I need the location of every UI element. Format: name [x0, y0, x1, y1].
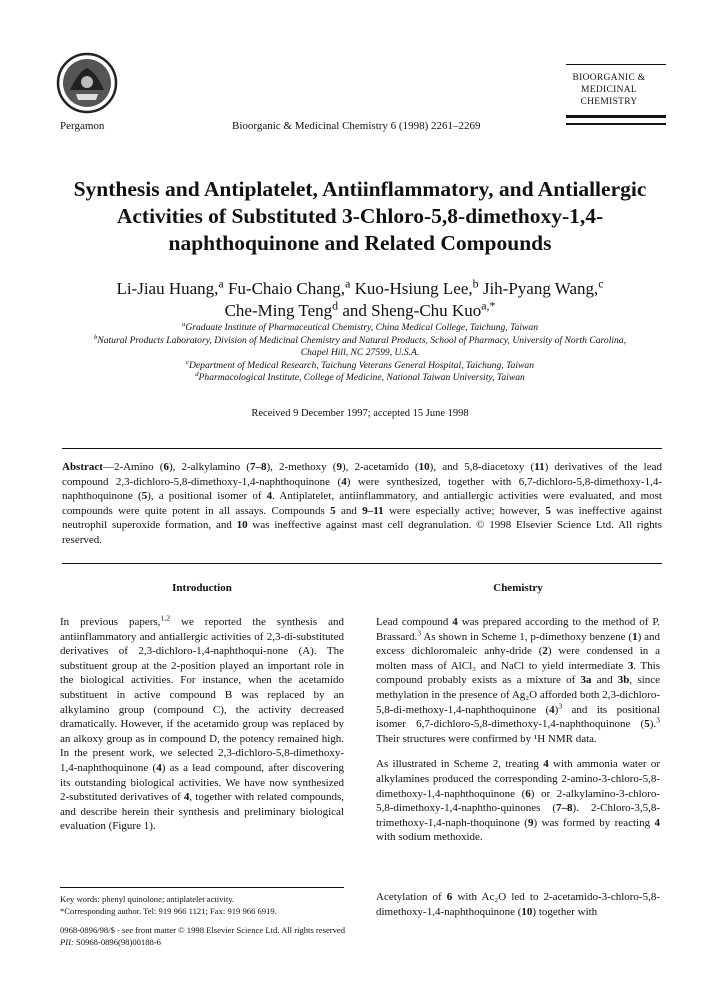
journal-name-line: CHEMISTRY	[580, 97, 638, 107]
journal-name-line: MEDICINAL	[581, 85, 637, 95]
compound-number: 4	[654, 816, 660, 829]
text-run: . This compound probably exists as a mixture of	[376, 659, 660, 687]
author-name: Kuo-Hsiung Lee,	[350, 279, 473, 298]
pii-value: S0968-0896(98)00188-6	[73, 936, 161, 947]
citation-mark: 3	[417, 627, 422, 637]
compound-number: 6	[525, 787, 531, 800]
author-mark: a	[218, 276, 224, 291]
text-run: ), 2-methoxy (	[266, 461, 337, 473]
text-run: were especially active; however,	[383, 504, 546, 517]
compound-number: 4	[341, 475, 347, 488]
abstract-bottom-rule	[62, 563, 662, 564]
pii-line	[60, 937, 560, 949]
journal-reference: Bioorganic & Medicinal Chemistry 6 (1998) 2261–2269	[232, 120, 481, 132]
author-name: Li-Jiau Huang,	[116, 279, 219, 298]
compound-number: 4	[183, 791, 190, 804]
compound-number: 5	[330, 504, 336, 517]
affiliation-mark: c	[186, 358, 189, 366]
compound-number: 3a	[580, 674, 592, 687]
text-run: we reported the synthesis and antiinflammatory and antiallergic activities of 2,3-di-substituted derivatives of 2,3-dichloro-1,4-naphthoqui-none (A). The substituent group at the 2-position played an important role in the biological activities. For instance, when the acetamido substituent in active compound B was replaced by an alkylamino group (compound C), the activity decreased dramatically. However, if the acetamido group was replaced by an alkoxy group as in compound D, the potency remained high. In the present work, we selected 2,3-dichloro-5,8-dimethoxy-1,4-naphthoquinone (	[60, 616, 344, 774]
affiliation	[40, 372, 680, 385]
text-run: —2-Amino (	[102, 461, 164, 473]
compound-number: 1	[632, 630, 638, 643]
author-mark: a,*	[481, 298, 496, 313]
pii-label: PII:	[60, 936, 74, 947]
chem-paragraph-continued	[376, 890, 660, 919]
compound-number: 4	[156, 761, 162, 774]
affiliation	[40, 322, 680, 335]
header-rule	[566, 64, 666, 65]
compound-number: 9	[336, 461, 342, 473]
text-run: was prepared according to the method of P. Brassard.	[376, 616, 660, 643]
title-line: Synthesis and Antiplatelet, Antiinflammatory, and Antiallergic	[73, 177, 647, 201]
text-run: As illustrated in Scheme 2, treating	[376, 758, 544, 771]
compound-number: 4	[543, 758, 549, 771]
affiliation-text: Natural Products Laboratory, Division of Medicinal Chemistry and Natural Products, School of Pharmacy, University of North Carolina,	[97, 334, 627, 346]
text-run: Acetylation of	[376, 891, 447, 903]
section-heading-chemistry: Chemistry	[493, 582, 543, 594]
journal-name-line: BIOORGANIC &	[572, 73, 646, 83]
author-name: Jih-Pyang Wang,	[478, 279, 599, 298]
affiliation-text: Graduate Institute of Pharmaceutical Chemistry, China Medical College, Taichung, Taiwan	[185, 322, 538, 333]
text-run: ) derivatives of the lead compound 2,3-dichloro-5,8-dimethoxy-1,4-naphthoquinone (	[62, 461, 662, 488]
abstract-label: Abstract	[62, 461, 103, 473]
affiliation-mark: d	[195, 371, 199, 379]
compound-number: 10	[418, 461, 430, 473]
text-run: ), 2-acetamido (	[341, 461, 419, 473]
text-run: ) was formed by reacting	[533, 816, 655, 829]
text-run: ) together with	[532, 905, 598, 918]
compound-number: 3	[627, 659, 634, 672]
affiliations	[40, 322, 680, 385]
text-run: , together with related compounds, and describe herein their synthesis and preliminary biological evaluation (Figure 1).	[60, 791, 344, 833]
compound-number: 10	[521, 905, 533, 918]
text-run: ). 2-Chloro-3,5,8-trimethoxy-1,4-naph-thoquinone (	[376, 802, 660, 829]
affiliation-text: Pharmacological Institute, College of Medicine, National Taiwan University, Taiwan	[198, 372, 525, 384]
text-run: Lead compound	[376, 616, 453, 628]
author-name: Che-Ming Teng	[224, 301, 333, 320]
text-run: ) and excess dichloromaleic anhy-dride (	[376, 630, 660, 658]
received-dates: Received 9 December 1997; accepted 15 June 1998	[251, 408, 469, 419]
affiliation-text: Chapel Hill, NC 27599, U.S.A.	[300, 347, 420, 359]
compound-number: 11	[534, 461, 545, 473]
title-line: Activities of Substituted 3-Chloro-5,8-dimethoxy-1,4-	[116, 204, 604, 228]
text-run: ) were synthesized, together with 6,7-dichloro-5,8-dimethoxy-1,4-naphthoquinone (	[62, 475, 662, 503]
text-run: ) were condensed in a molten mass of AlCl₃ and NaCl to yield intermediate	[376, 645, 660, 672]
citation-mark: 3	[558, 700, 563, 710]
author-mark: a	[345, 276, 351, 291]
chemistry-column	[376, 615, 660, 856]
text-run: was ineffective against neutrophil superoxide formation, and	[62, 504, 662, 532]
text-run: . Antiplatelet, antiinflammatory, and antiallergic activities were evaluated, and most compounds were quite potent in all assays. Compounds	[62, 490, 662, 517]
compound-number: 4	[549, 703, 555, 716]
chem-paragraph	[376, 757, 660, 845]
compound-number: 5	[644, 718, 650, 731]
header-rule-thick	[566, 123, 666, 125]
title-line: naphthoquinone and Related Compounds	[168, 231, 552, 255]
citation-mark: 3	[656, 715, 660, 725]
author-line-1	[40, 278, 680, 300]
affiliation	[40, 347, 680, 360]
text-run: with sodium methoxide.	[376, 831, 483, 844]
author-name: and Sheng-Chu Kuo	[338, 301, 482, 320]
compound-number: 6	[163, 461, 169, 473]
compound-number: 7–8	[556, 802, 573, 815]
publisher-logo-icon	[56, 52, 118, 114]
journal-name	[554, 72, 664, 108]
compound-number: 5	[545, 504, 551, 517]
text-run: and	[591, 674, 618, 687]
text-run: ), 2-alkylamino (	[168, 461, 250, 473]
abstract-top-rule	[62, 448, 662, 449]
article-title	[40, 176, 680, 257]
compound-number: 5	[141, 490, 148, 503]
author-mark: b	[472, 276, 479, 291]
footnotes	[60, 894, 360, 917]
text-run: ), and 5,8-diacetoxy (	[429, 461, 535, 473]
text-run: ).	[649, 718, 657, 731]
text-run: with Ac₂O led to 2-acetamido-3-chloro-5,8-dimethoxy-1,4-naphthoquinone (	[376, 891, 660, 918]
author-name: Fu-Chaio Chang,	[223, 279, 346, 298]
author-list	[40, 278, 680, 322]
text-run: As shown in Scheme 1, p-dimethoxy benzene (	[421, 630, 633, 643]
text-run: and	[335, 504, 363, 517]
corresponding-author: *Corresponding author. Tel: 919 966 1121; Fax: 919 966 6919.	[60, 905, 277, 916]
text-run: was ineffective against mast cell degranulation. © 1998 Elsevier Science Ltd. All rights reserved.	[62, 519, 662, 546]
publisher-name: Pergamon	[60, 120, 105, 132]
abstract-text	[62, 461, 662, 546]
compound-number: 10	[236, 519, 248, 532]
footnote-rule	[60, 887, 344, 888]
author-mark: c	[598, 276, 604, 291]
text-run: In previous papers,	[60, 616, 161, 628]
citation-mark: 1,2	[160, 613, 171, 623]
compound-number: 6	[446, 891, 453, 903]
compound-number: 2	[542, 645, 548, 658]
section-heading-introduction: Introduction	[172, 582, 232, 594]
intro-paragraph	[60, 615, 344, 834]
affiliation-text: Department of Medical Research, Taichung Veterans General Hospital, Taichung, Taiwan	[188, 359, 534, 371]
abstract	[62, 460, 662, 548]
affiliation-mark: b	[93, 333, 98, 341]
text-run: ), a positional isomer of	[147, 490, 267, 503]
text-run: with ammonia water or alkylamines produced the corresponding 2-amino-3-chloro-5,8-dimethoxy-1,4-naphthoquinone (	[376, 758, 660, 800]
copyright-line: 0968-0896/98/$ - see front matter © 1998 Elsevier Science Ltd. All rights reserved	[60, 925, 346, 935]
compound-number: 3b	[617, 674, 630, 687]
affiliation	[40, 335, 680, 348]
text-run: , since methylation in the presence of Ag₂O afforded both 2,3-dichloro-5,8-di-methoxy-1,4-naphthoquinone (	[376, 674, 660, 716]
affiliation	[40, 360, 680, 373]
text-run: ) or 2-alkylamino-3-chloro-5,8-dimethoxy-1,4-naphtho-quinones (	[376, 787, 661, 815]
copyright-notice	[60, 925, 560, 948]
text-run: )	[554, 703, 559, 716]
text-run: ) as a lead compound, after discovering its outstanding biological activities. We have now synthesized 2-substituted derivatives of	[60, 761, 344, 804]
compound-number: 4	[266, 490, 273, 503]
text-run: and its positional isomer 6,7-dichloro-5,8-dimethoxy-1,4-naphthoquinone (	[376, 703, 660, 731]
introduction-column	[60, 615, 344, 845]
chem-paragraph	[376, 615, 660, 746]
author-mark: d	[332, 298, 339, 313]
compound-number: 7–8	[249, 461, 267, 473]
author-line-2	[40, 300, 680, 322]
text-run: Their structures were confirmed by ¹H NMR data.	[376, 732, 597, 745]
keywords: Key words: phenyl quinolone; antiplatelet activity.	[60, 894, 235, 904]
header-rule-thick	[566, 115, 666, 118]
compound-number: 9–11	[362, 504, 384, 517]
affiliation-mark: a	[181, 320, 186, 328]
compound-number: 4	[452, 616, 458, 628]
compound-number: 9	[527, 816, 534, 829]
